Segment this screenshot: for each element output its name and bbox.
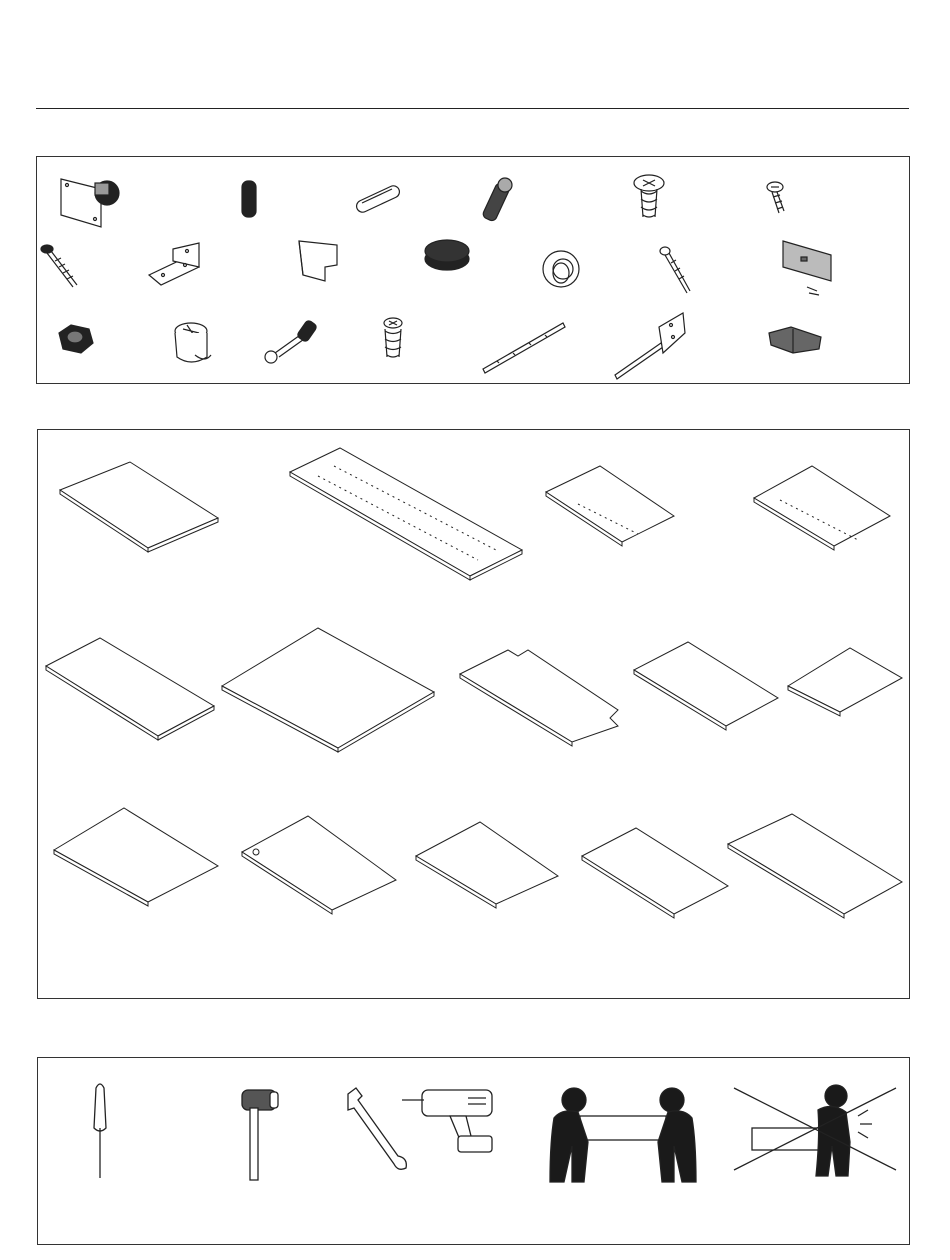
angle-bracket (149, 243, 199, 285)
caster-wheel-plate (61, 179, 119, 227)
board-side-panel-left (60, 462, 218, 552)
edge-clip (299, 241, 337, 281)
wood-screw (660, 247, 690, 293)
board-bottom-d (582, 828, 728, 918)
board-shelf-c (634, 642, 778, 730)
grommet-cap (543, 251, 579, 287)
board-long-top (290, 448, 522, 580)
board-shelf-b (754, 466, 890, 550)
euro-screw (384, 318, 402, 357)
hardware-panel (36, 156, 910, 384)
board-parts (38, 430, 911, 1000)
board-bottom-c (416, 822, 558, 908)
cam-bolt (482, 178, 512, 222)
mallet-icon (242, 1090, 278, 1180)
hinge-bracket-rail (615, 313, 685, 379)
header-rule (36, 108, 909, 109)
drawer-slide-rail (483, 323, 565, 373)
connector-clip (769, 327, 821, 353)
confirmat-screw (634, 175, 664, 217)
hex-nut (59, 325, 93, 353)
wrench-icon (348, 1088, 406, 1169)
board-bottom-b (242, 816, 396, 914)
board-large-back (222, 628, 434, 752)
tools-panel (37, 1057, 910, 1245)
two-person-lift-icon (550, 1088, 696, 1182)
wooden-dowel-dark (242, 181, 256, 217)
tools-icons (38, 1058, 911, 1246)
board-side-panel-b (46, 638, 214, 740)
hardware-parts (37, 157, 911, 385)
board-notched (460, 650, 618, 746)
board-small (788, 648, 902, 716)
one-person-lift-prohibited-icon (734, 1085, 896, 1176)
round-foot-pad (425, 240, 469, 270)
wooden-dowel (355, 184, 402, 214)
board-bottom-a (54, 808, 218, 906)
label-plate (783, 241, 831, 295)
board-bottom-e (728, 814, 902, 918)
power-drill-icon (402, 1090, 492, 1152)
cam-lock (175, 323, 211, 362)
small-screw (767, 182, 784, 213)
screwdriver-icon (94, 1084, 106, 1178)
board-shelf-a (546, 466, 674, 546)
boards-panel (37, 429, 910, 999)
shelf-pin-support (265, 319, 318, 363)
long-bolt (41, 245, 77, 287)
